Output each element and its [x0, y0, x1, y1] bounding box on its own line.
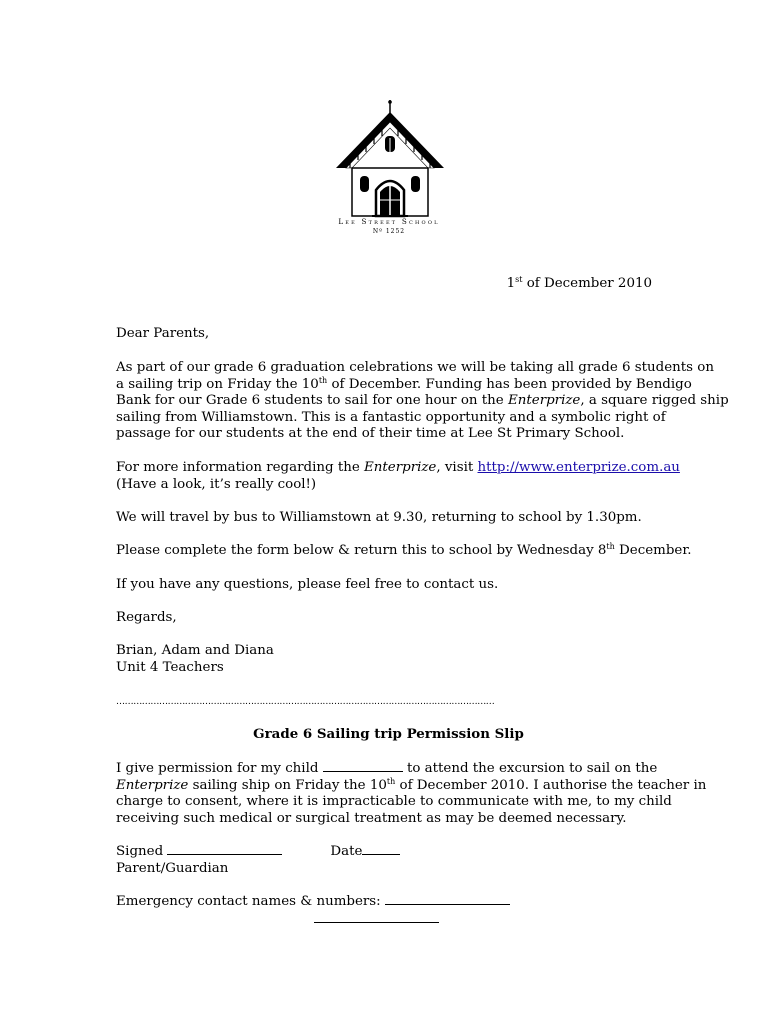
info-paragraph: For more information regarding the Enterprize, visit http://www.enterprize.com.au (Have a look, it’s really cool!): [116, 460, 680, 492]
regards: Regards,: [116, 610, 177, 625]
svg-text:Nº 1252: Nº 1252: [372, 228, 406, 235]
signature-blank[interactable]: [167, 843, 282, 855]
emergency-contact-blank-2[interactable]: [314, 911, 439, 923]
signature-section: Signed Date Parent/Guardian: [116, 843, 661, 877]
parent-guardian-label: Parent/Guardian: [116, 860, 229, 876]
svg-text:Lee Street School: Lee Street School: [338, 217, 440, 226]
date-blank[interactable]: [362, 843, 400, 855]
teacher-names: Brian, Adam and Diana: [116, 643, 274, 658]
child-name-blank[interactable]: [323, 760, 403, 772]
school-logo: [316, 96, 462, 238]
school-building-icon: [316, 96, 462, 238]
permission-paragraph: I give permission for my child to attend the excursion to sail on the Enterprize sailing ship on Friday the 10th of December 2010. I authorise the teacher in charge to consent, where it is impracticable to communicate with me, to my child receiving such medical or surgical treatment as may be deemed necessary.: [116, 761, 707, 826]
enterprize-link[interactable]: http://www.enterprize.com.au: [477, 460, 680, 475]
intro-paragraph: As part of our grade 6 graduation celebrations we will be taking all grade 6 students on a sailing trip on Friday the 10th of December. Funding has been provided by Bendigo Bank for our Grade 6 students to sail for one hour on the Enterprize, a square rigged ship sailing from Williamstown. This is a fantastic opportunity and a symbolic right of passage for our students at the end of their time at Lee St Primary School.: [116, 360, 729, 442]
teacher-role: Unit 4 Teachers: [116, 659, 224, 675]
cut-line: ……………………………………………………………………………………………………………………: [116, 697, 495, 707]
greeting: Dear Parents,: [116, 326, 210, 341]
questions-paragraph: If you have any questions, please feel free to contact us.: [116, 577, 499, 592]
signoff: [116, 643, 661, 676]
slip-title: Grade 6 Sailing trip Permission Slip: [253, 726, 524, 742]
letter-date: 1st of December 2010: [506, 275, 652, 291]
return-form-paragraph: Please complete the form below & return this to school by Wednesday 8th December.: [116, 542, 692, 558]
emergency-section: Emergency contact names & numbers:: [116, 893, 661, 928]
travel-paragraph: We will travel by bus to Williamstown at 9.30, returning to school by 1.30pm.: [116, 510, 642, 525]
emergency-contact-blank[interactable]: [385, 893, 510, 905]
